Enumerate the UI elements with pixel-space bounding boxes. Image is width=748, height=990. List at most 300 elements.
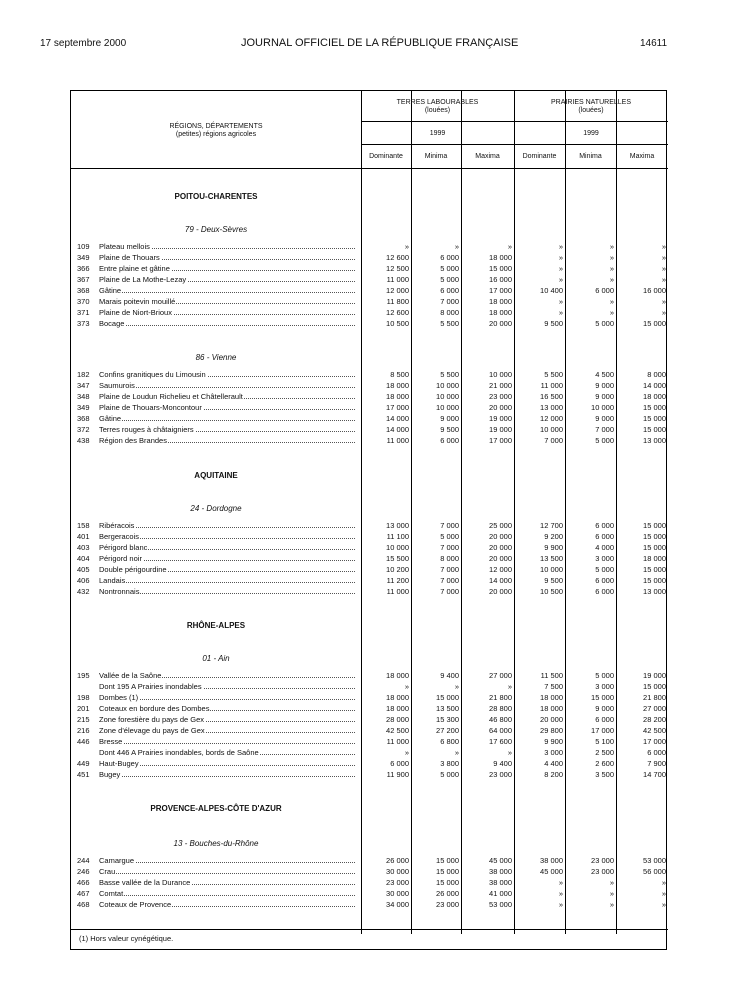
row-value: 15 000: [643, 319, 666, 328]
table-row: [71, 274, 668, 285]
row-value: 5 000: [595, 319, 614, 328]
row-value: 10 200: [386, 565, 409, 574]
row-value: 15 000: [643, 403, 666, 412]
row-value: 64 000: [489, 726, 512, 735]
row-label: Confins granitiques du Limousin: [99, 369, 355, 380]
row-value: »: [454, 682, 459, 691]
row-label: Comtat: [99, 888, 355, 899]
row-label: Dont 195 A Prairies inondables: [99, 681, 355, 692]
row-value: »: [404, 682, 409, 691]
row-value: 10 000: [386, 543, 409, 552]
row-value: 46 800: [489, 715, 512, 724]
row-value: 18 000: [540, 693, 563, 702]
row-code: 404: [77, 554, 90, 563]
row-value: 6 000: [440, 436, 459, 445]
row-value: 18 000: [489, 308, 512, 317]
table-row: [71, 285, 668, 296]
row-value: 2 500: [595, 748, 614, 757]
department-heading: 01 - Ain: [202, 654, 230, 663]
row-code: 370: [77, 297, 90, 306]
row-value: 42 500: [386, 726, 409, 735]
row-value: 38 000: [540, 856, 563, 865]
row-value: 7 000: [440, 587, 459, 596]
row-code: 446: [77, 737, 90, 746]
row-value: 45 000: [540, 867, 563, 876]
row-value: 56 000: [643, 867, 666, 876]
row-value: 28 000: [386, 715, 409, 724]
table-row: [71, 586, 668, 597]
row-code: 468: [77, 900, 90, 909]
row-value: 21 000: [489, 381, 512, 390]
row-value: 29 800: [540, 726, 563, 735]
row-value: 5 000: [440, 532, 459, 541]
row-label: Ribéracois: [99, 520, 355, 531]
table-row: [71, 855, 668, 866]
row-label: Crau: [99, 866, 355, 877]
row-label: Saumurois: [99, 380, 355, 391]
row-code: 368: [77, 414, 90, 423]
row-value: »: [661, 889, 666, 898]
row-value: 15 000: [436, 856, 459, 865]
row-value: 15 000: [436, 693, 459, 702]
header-date: 17 septembre 2000: [40, 38, 127, 49]
row-value: 8 500: [390, 370, 409, 379]
row-label: Terres rouges à châtaigniers: [99, 424, 355, 435]
row-value: 12 600: [386, 308, 409, 317]
row-value: 38 000: [489, 878, 512, 887]
row-value: 6 000: [595, 286, 614, 295]
row-value: »: [661, 878, 666, 887]
row-code: 246: [77, 867, 90, 876]
table-row: [71, 736, 668, 747]
row-value: »: [404, 748, 409, 757]
row-code: 347: [77, 381, 90, 390]
row-value: 3 800: [440, 759, 459, 768]
row-value: 15 000: [643, 425, 666, 434]
row-code: 244: [77, 856, 90, 865]
row-value: 18 000: [540, 704, 563, 713]
row-value: 9 200: [544, 532, 563, 541]
row-value: 15 000: [643, 565, 666, 574]
row-value: 9 000: [595, 381, 614, 390]
row-value: »: [661, 242, 666, 251]
row-value: 20 000: [489, 532, 512, 541]
row-value: 27 200: [436, 726, 459, 735]
row-value: »: [558, 253, 563, 262]
row-value: 10 400: [540, 286, 563, 295]
row-value: 12 000: [489, 565, 512, 574]
row-value: »: [609, 297, 614, 306]
row-value: 15 000: [489, 264, 512, 273]
row-code: 405: [77, 565, 90, 574]
row-value: 21 800: [489, 693, 512, 702]
row-value: 38 000: [489, 867, 512, 876]
row-value: 15 500: [386, 554, 409, 563]
row-value: 20 000: [489, 543, 512, 552]
row-value: 17 000: [591, 726, 614, 735]
row-value: 42 500: [643, 726, 666, 735]
row-value: 16 000: [489, 275, 512, 284]
row-value: 4 500: [595, 370, 614, 379]
row-value: »: [404, 242, 409, 251]
row-value: »: [558, 308, 563, 317]
row-value: 7 000: [544, 436, 563, 445]
row-label: Coteaux en bordure des Dombes: [99, 703, 355, 714]
table-row: [71, 424, 668, 435]
row-value: 28 200: [643, 715, 666, 724]
row-value: 11 000: [386, 275, 409, 284]
row-value: 9 400: [493, 759, 512, 768]
region-heading: RHÔNE-ALPES: [186, 621, 246, 630]
group-header-prairies: PRAIRIES NATURELLES (louées): [550, 99, 631, 114]
row-value: »: [609, 275, 614, 284]
row-value: 18 000: [489, 297, 512, 306]
row-code: 449: [77, 759, 90, 768]
department-heading: 24 - Dordogne: [190, 504, 242, 513]
row-label: Gâtine: [99, 285, 355, 296]
row-label: Zone forestière du pays de Gex: [99, 714, 355, 725]
row-value: 11 900: [386, 770, 409, 779]
row-value: 11 000: [386, 737, 409, 746]
row-value: 9 400: [440, 671, 459, 680]
row-value: 6 000: [440, 286, 459, 295]
row-code: 198: [77, 693, 90, 702]
row-value: 10 000: [540, 565, 563, 574]
col-header: Minima: [424, 153, 448, 160]
col-header: Minima: [579, 153, 602, 160]
row-value: 3 000: [544, 748, 563, 757]
row-value: 4 400: [544, 759, 563, 768]
row-value: 6 000: [595, 576, 614, 585]
row-value: »: [661, 253, 666, 262]
row-code: 406: [77, 576, 90, 585]
row-value: 17 000: [643, 737, 666, 746]
row-value: 13 500: [540, 554, 563, 563]
row-value: 26 000: [436, 889, 459, 898]
row-value: »: [507, 682, 512, 691]
col-header: Dominante: [522, 153, 557, 160]
row-value: 19 000: [643, 671, 666, 680]
table-row: [71, 714, 668, 725]
row-value: »: [609, 878, 614, 887]
row-value: 7 000: [440, 297, 459, 306]
region-heading: PROVENCE-ALPES-CÔTE D'AZUR: [150, 804, 282, 813]
row-value: »: [661, 297, 666, 306]
table-row: [71, 877, 668, 888]
row-value: 20 000: [540, 715, 563, 724]
row-value: 53 000: [489, 900, 512, 909]
row-value: 12 600: [386, 253, 409, 262]
row-label: Périgord blanc: [99, 542, 355, 553]
row-value: 15 000: [643, 521, 666, 530]
table-row: [71, 435, 668, 446]
row-value: 11 000: [386, 587, 409, 596]
row-label: Gâtine: [99, 413, 355, 424]
row-code: 109: [77, 242, 90, 251]
row-value: 9 000: [595, 392, 614, 401]
row-value: 18 000: [386, 381, 409, 390]
row-value: 30 000: [386, 867, 409, 876]
row-value: 15 000: [436, 867, 459, 876]
row-value: 9 900: [544, 543, 563, 552]
row-value: 7 000: [440, 576, 459, 585]
row-code: 371: [77, 308, 90, 317]
row-value: 15 000: [591, 693, 614, 702]
row-value: 23 000: [436, 900, 459, 909]
row-value: 9 000: [595, 704, 614, 713]
row-value: 5 000: [440, 264, 459, 273]
row-value: 9 500: [544, 576, 563, 585]
row-value: 18 000: [386, 671, 409, 680]
row-value: 7 000: [440, 565, 459, 574]
table-row: [71, 747, 668, 758]
row-value: 14 000: [386, 414, 409, 423]
row-code: 158: [77, 521, 90, 530]
region-heading: POITOU-CHARENTES: [174, 192, 258, 201]
row-value: 8 000: [440, 308, 459, 317]
row-value: 20 000: [489, 319, 512, 328]
table-row: [71, 542, 668, 553]
row-value: 10 000: [436, 392, 459, 401]
table-row: [71, 681, 668, 692]
row-code: 432: [77, 587, 90, 596]
row-value: 21 800: [643, 693, 666, 702]
group-header-terres: TERRES LABOURABLES (louées): [396, 99, 479, 114]
table-row: [71, 318, 668, 329]
row-value: »: [661, 275, 666, 284]
row-label: Dont 446 A Prairies inondables, bords de Saône: [99, 747, 355, 758]
row-value: 18 000: [643, 554, 666, 563]
row-code: 215: [77, 715, 90, 724]
row-value: »: [507, 242, 512, 251]
row-value: 10 000: [436, 403, 459, 412]
row-label: Plaine de Niort-Brioux: [99, 307, 355, 318]
row-value: 30 000: [386, 889, 409, 898]
row-value: »: [558, 297, 563, 306]
table-row: [71, 307, 668, 318]
table-row: [71, 692, 668, 703]
row-value: 11 200: [386, 576, 409, 585]
row-code: 367: [77, 275, 90, 284]
table-row: [71, 899, 668, 910]
row-value: »: [558, 242, 563, 251]
row-value: »: [609, 264, 614, 273]
row-value: 14 000: [386, 425, 409, 434]
row-value: »: [609, 889, 614, 898]
row-value: 7 000: [440, 521, 459, 530]
row-code: 216: [77, 726, 90, 735]
row-label: Camargue: [99, 855, 355, 866]
row-value: 17 000: [489, 436, 512, 445]
row-label: Bresse: [99, 736, 355, 747]
row-value: 9 500: [440, 425, 459, 434]
row-value: 16 000: [643, 286, 666, 295]
table-row: [71, 888, 668, 899]
row-value: 10 500: [540, 587, 563, 596]
row-label: Nontronnais: [99, 586, 355, 597]
row-code: 349: [77, 403, 90, 412]
row-value: 27 000: [643, 704, 666, 713]
row-value: 19 000: [489, 414, 512, 423]
row-value: 5 500: [440, 370, 459, 379]
row-value: 16 500: [540, 392, 563, 401]
table-row: [71, 380, 668, 391]
row-code: 466: [77, 878, 90, 887]
row-value: »: [609, 253, 614, 262]
row-value: 15 000: [643, 576, 666, 585]
row-value: 18 000: [386, 392, 409, 401]
row-value: 6 000: [440, 253, 459, 262]
row-value: 18 000: [489, 253, 512, 262]
table-row: [71, 402, 668, 413]
row-label: Plaine de Thouars-Moncontour: [99, 402, 355, 413]
row-value: 19 000: [489, 425, 512, 434]
row-value: »: [507, 748, 512, 757]
row-value: 25 000: [489, 521, 512, 530]
row-value: 23 000: [591, 856, 614, 865]
row-value: 10 000: [489, 370, 512, 379]
row-label: Marais poitevin mouillé: [99, 296, 355, 307]
table-row: [71, 564, 668, 575]
row-value: 6 000: [647, 748, 666, 757]
col-header: Maxima: [629, 153, 655, 160]
row-value: 15 300: [436, 715, 459, 724]
row-value: 20 000: [489, 587, 512, 596]
row-value: 2 600: [595, 759, 614, 768]
row-code: 182: [77, 370, 90, 379]
row-value: 14 000: [643, 381, 666, 390]
row-value: 9 000: [440, 414, 459, 423]
row-value: 13 000: [643, 436, 666, 445]
row-value: 15 000: [643, 682, 666, 691]
table-row: [71, 866, 668, 877]
table-row: [71, 703, 668, 714]
row-value: 15 000: [643, 414, 666, 423]
row-value: 7 500: [544, 682, 563, 691]
row-label: Plaine de Thouars: [99, 252, 355, 263]
row-value: 11 500: [540, 671, 563, 680]
row-label: Dombes (1): [99, 692, 355, 703]
row-label: Bocage: [99, 318, 355, 329]
row-code: 366: [77, 264, 90, 273]
row-value: »: [609, 900, 614, 909]
row-value: 23 000: [591, 867, 614, 876]
table-row: [71, 413, 668, 424]
row-value: 12 000: [540, 414, 563, 423]
row-value: 12 500: [386, 264, 409, 273]
row-value: 7 900: [647, 759, 666, 768]
row-label: Bugey: [99, 769, 355, 780]
row-value: »: [454, 748, 459, 757]
table-row: [71, 531, 668, 542]
row-value: 6 000: [595, 587, 614, 596]
table-row: [71, 369, 668, 380]
row-value: 3 000: [595, 682, 614, 691]
row-label: Coteaux de Provence: [99, 899, 355, 910]
row-code: 438: [77, 436, 90, 445]
region-header: RÉGIONS, DÉPARTEMENTS (petites) régions agricoles: [169, 123, 263, 138]
row-label: Plateau mellois: [99, 241, 355, 252]
row-value: 15 000: [643, 543, 666, 552]
col-header: Dominante: [369, 153, 403, 160]
row-value: 18 000: [643, 392, 666, 401]
row-value: 5 100: [595, 737, 614, 746]
row-value: »: [661, 264, 666, 273]
row-value: 6 000: [595, 532, 614, 541]
row-value: 12 700: [540, 521, 563, 530]
row-value: »: [558, 264, 563, 273]
row-value: 10 000: [436, 381, 459, 390]
row-value: 6 000: [595, 715, 614, 724]
row-code: 467: [77, 889, 90, 898]
table-row: [71, 241, 668, 252]
row-label: Périgord noir: [99, 553, 355, 564]
row-label: Bergeracois: [99, 531, 355, 542]
row-code: 372: [77, 425, 90, 434]
table-row: [71, 725, 668, 736]
row-value: »: [661, 308, 666, 317]
row-value: 9 900: [544, 737, 563, 746]
row-value: 8 000: [440, 554, 459, 563]
row-value: 5 500: [544, 370, 563, 379]
header-title: JOURNAL OFFICIEL DE LA RÉPUBLIQUE FRANÇAISE: [241, 37, 519, 49]
row-value: »: [609, 242, 614, 251]
row-value: 27 000: [489, 671, 512, 680]
row-value: 5 000: [440, 275, 459, 284]
row-label: Double périgourdine: [99, 564, 355, 575]
row-code: 451: [77, 770, 90, 779]
department-heading: 13 - Bouches-du-Rhône: [173, 839, 259, 848]
row-value: 15 000: [436, 878, 459, 887]
row-code: 201: [77, 704, 90, 713]
row-value: 34 000: [386, 900, 409, 909]
row-code: 401: [77, 532, 90, 541]
table-row: [71, 263, 668, 274]
row-value: »: [558, 889, 563, 898]
row-value: 45 000: [489, 856, 512, 865]
row-value: 15 000: [643, 532, 666, 541]
row-value: 13 000: [643, 587, 666, 596]
table-row: [71, 553, 668, 564]
row-value: 11 000: [386, 436, 409, 445]
row-value: 17 000: [489, 286, 512, 295]
table-row: [71, 575, 668, 586]
row-value: 20 000: [489, 403, 512, 412]
row-code: 373: [77, 319, 90, 328]
table-row: [71, 758, 668, 769]
row-label: Entre plaine et gâtine: [99, 263, 355, 274]
row-value: 13 500: [436, 704, 459, 713]
row-value: 14 700: [643, 770, 666, 779]
row-value: 18 000: [386, 693, 409, 702]
table-row: [71, 391, 668, 402]
row-code: 349: [77, 253, 90, 262]
footnote: (1) Hors valeur cynégétique.: [79, 934, 174, 943]
table-row: [71, 252, 668, 263]
row-value: 6 000: [595, 521, 614, 530]
row-value: 3 500: [595, 770, 614, 779]
row-code: 368: [77, 286, 90, 295]
col-header: Maxima: [475, 153, 500, 160]
row-value: 5 000: [440, 770, 459, 779]
row-value: 3 000: [595, 554, 614, 563]
row-value: 13 000: [386, 521, 409, 530]
table-row: [71, 670, 668, 681]
row-value: 9 000: [595, 414, 614, 423]
row-value: »: [558, 900, 563, 909]
row-value: 10 000: [591, 403, 614, 412]
row-value: 13 000: [540, 403, 563, 412]
